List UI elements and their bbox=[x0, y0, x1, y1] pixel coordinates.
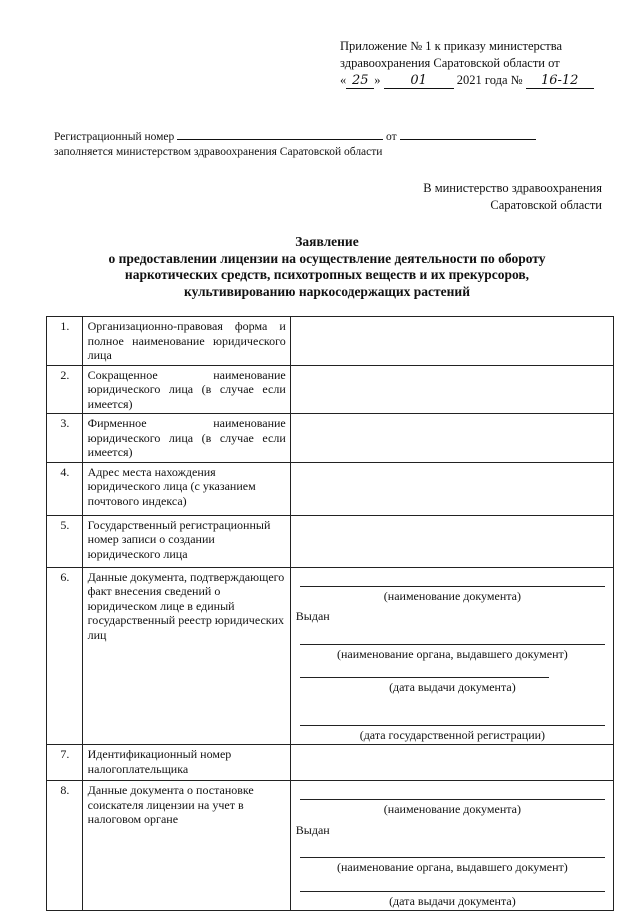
order-month: 01 bbox=[384, 74, 454, 89]
addressee bbox=[423, 180, 602, 214]
issued-label: Выдан bbox=[295, 822, 330, 837]
table-row bbox=[47, 365, 614, 414]
row-label: Данные документа о постановке соискателя лицензии на учет в налоговом органе bbox=[82, 781, 290, 911]
registration-label: Регистрационный номер bbox=[54, 131, 175, 143]
table-row bbox=[47, 317, 614, 366]
table-row bbox=[47, 745, 614, 781]
table-row bbox=[47, 567, 614, 745]
appendix-header bbox=[340, 38, 602, 89]
table-row bbox=[47, 414, 614, 463]
document-name-field[interactable] bbox=[300, 576, 605, 587]
quote-close: » bbox=[374, 73, 381, 87]
issuer-field[interactable] bbox=[300, 634, 605, 645]
row-value-field[interactable] bbox=[290, 317, 613, 366]
row-number: 6. bbox=[47, 567, 83, 745]
registration-number-field[interactable] bbox=[177, 127, 383, 140]
registration-date-field[interactable] bbox=[300, 715, 605, 726]
row-number: 7. bbox=[47, 745, 83, 781]
issued-label: Выдан bbox=[295, 609, 330, 623]
document-title bbox=[40, 234, 614, 300]
document-name-caption: (наименование документа) bbox=[383, 588, 521, 603]
issue-date-field[interactable] bbox=[300, 881, 605, 892]
registration-note: заполняется министерством здравоохранения Саратовской области bbox=[54, 146, 383, 158]
registration-date-caption: (дата государственной регистрации) bbox=[359, 727, 546, 742]
row-label: Данные документа, подтверждающего факт внесения сведений о юридическом лице в единый государственный реестр юридических лиц bbox=[82, 567, 290, 745]
registration-from-label: от bbox=[386, 131, 397, 143]
row-value-field[interactable] bbox=[290, 365, 613, 414]
table-row bbox=[47, 515, 614, 567]
document-name-field[interactable] bbox=[300, 789, 605, 800]
order-day: 25 bbox=[346, 74, 374, 89]
row-number: 2. bbox=[47, 365, 83, 414]
issuer-caption: (наименование органа, выдавшего документ) bbox=[337, 646, 568, 661]
issue-date-caption: (дата выдачи документа) bbox=[389, 680, 516, 694]
appendix-line-1: Приложение № 1 к приказу министерства bbox=[340, 39, 563, 53]
order-number-label: № bbox=[510, 73, 523, 87]
row-label: Фирменное наименование юридического лица (в случае если имеется) bbox=[82, 414, 290, 463]
appendix-date-line bbox=[340, 72, 602, 89]
title-line-4: культивированию наркосодержащих растений bbox=[183, 283, 470, 299]
row-value-field[interactable] bbox=[290, 414, 613, 463]
title-line-2: о предоставлении лицензии на осуществление деятельности по обороту bbox=[108, 250, 546, 266]
order-number: 16-12 bbox=[526, 74, 594, 89]
row-number: 4. bbox=[47, 462, 83, 515]
row-label: Сокращенное наименование юридического лица (в случае если имеется) bbox=[82, 365, 290, 414]
title-line-1: Заявление bbox=[295, 234, 359, 249]
row-value-field[interactable] bbox=[290, 745, 613, 781]
document-data-cell bbox=[290, 781, 613, 911]
row-label: Идентификационный номер налогоплательщика bbox=[82, 745, 290, 781]
document-data-cell bbox=[290, 567, 613, 745]
table-row bbox=[47, 781, 614, 911]
row-value-field[interactable] bbox=[290, 462, 613, 515]
issuer-caption: (наименование органа, выдавшего документ) bbox=[337, 860, 568, 874]
row-label: Адрес места нахождения юридического лица (с указанием почтового индекса) bbox=[82, 462, 290, 515]
registration-date-field[interactable] bbox=[400, 127, 536, 140]
document-name-caption: (наименование документа) bbox=[383, 802, 521, 816]
quote-open: « bbox=[340, 73, 347, 87]
appendix-line-2: здравоохранения Саратовской области от bbox=[340, 56, 560, 70]
row-number: 1. bbox=[47, 317, 83, 366]
addressee-line-2: Саратовской области bbox=[490, 198, 602, 212]
row-number: 8. bbox=[47, 781, 83, 911]
issuer-field[interactable] bbox=[300, 847, 605, 858]
row-value-field[interactable] bbox=[290, 515, 613, 567]
addressee-line-1: В министерство здравоохранения bbox=[423, 181, 602, 195]
row-number: 5. bbox=[47, 515, 83, 567]
row-label: Государственный регистрационный номер записи о создании юридического лица bbox=[82, 515, 290, 567]
registration-block bbox=[54, 127, 574, 160]
issue-date-caption: (дата выдачи документа) bbox=[389, 893, 516, 908]
table-row bbox=[47, 462, 614, 515]
title-line-3: наркотических средств, психотропных веществ и их прекурсоров, bbox=[124, 267, 530, 282]
issue-date-field[interactable] bbox=[300, 667, 549, 678]
row-label: Организационно-правовая форма и полное наименование юридического лица bbox=[82, 317, 290, 366]
application-form-table bbox=[46, 316, 614, 911]
row-number: 3. bbox=[47, 414, 83, 463]
order-year: 2021 года bbox=[456, 73, 508, 87]
